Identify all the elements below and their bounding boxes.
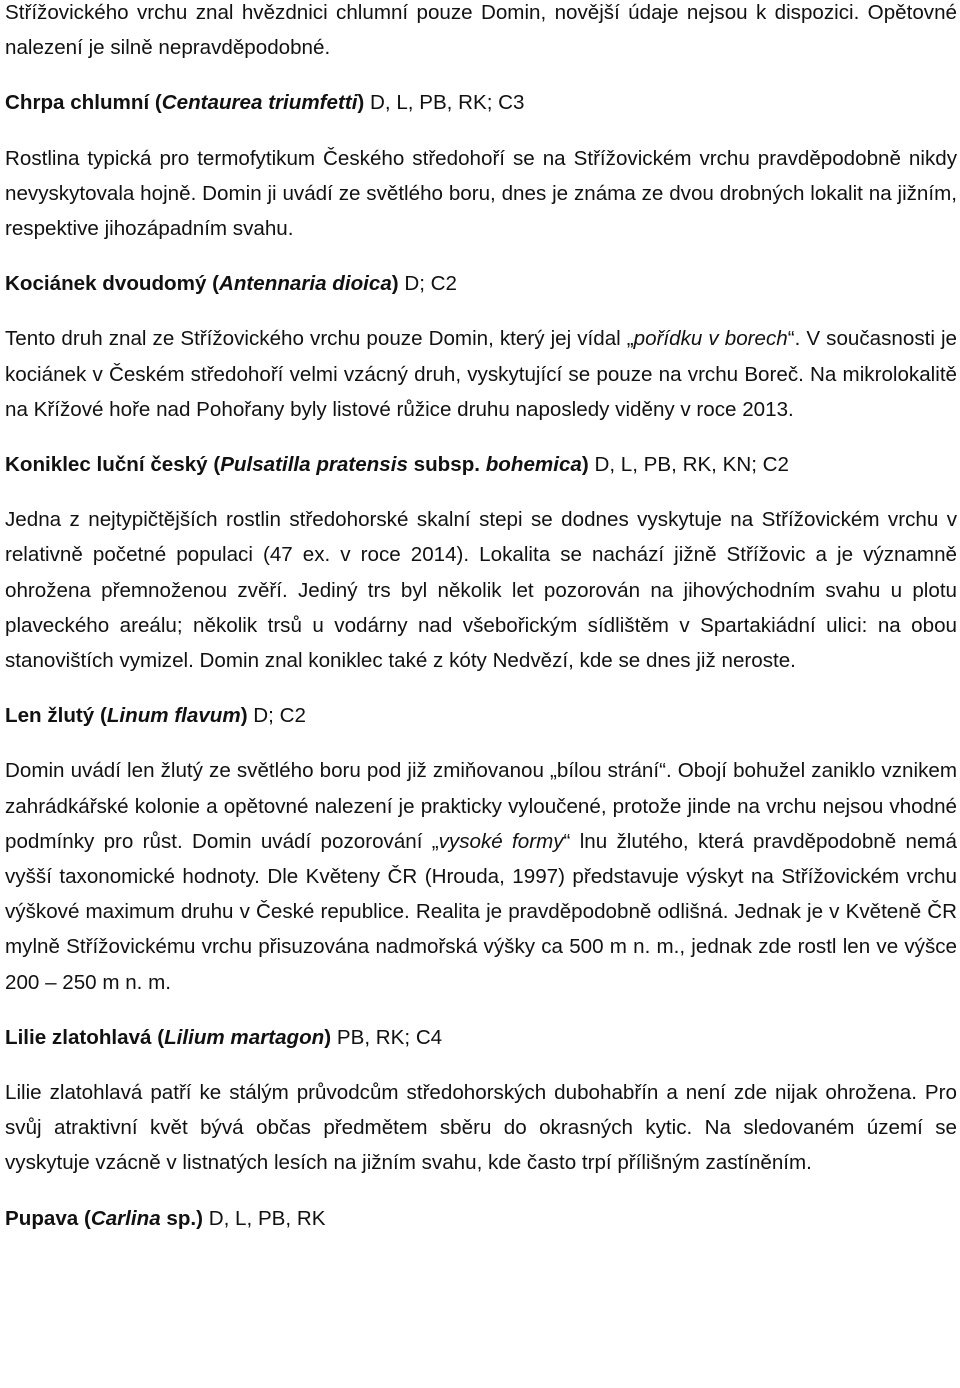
species-heading-pulsatilla — [5, 447, 957, 482]
species-name: Chrpa chlumní ( — [5, 91, 162, 115]
species-text-part: “. V současnosti je kociánek v Českém středohoří velmi vzácný druh, vyskytující se pouze na vrchu Boreč. Na mikrolokalitě na Křížové hoře nad Pohořany byly listové růžice druhu naposledy viděny v roce 2013. — [5, 327, 957, 421]
species-text-part: Domin ji uvádí ze světlého boru, dnes je známa ze dvou drobných lokalit na jižním, respektive jihozápadním svahu. — [5, 181, 957, 241]
species-heading-antennaria — [5, 266, 957, 301]
document-page — [5, 0, 957, 1236]
species-text-italic: vysoké formy — [438, 829, 564, 853]
species-text-lilium: Lilie zlatohlavá patří ke stálým průvodcům středohorských dubohabřín a není zde nijak ohrožena. Pro svůj atraktivní květ bývá občas předmětem sběru do okrasných kytic. Na sledovaném území se vyskytuje vzácně v listnatých lesích na jižním svahu, kde často trpí přílišným zastíněním. — [5, 1081, 957, 1175]
species-latin-name: Pulsatilla pratensis — [220, 453, 408, 477]
species-name: Pupava ( — [5, 1206, 91, 1230]
species-text-part: Domin uvádí len žlutý ze světlého boru pod již zmiňovanou „bílou strání“. Obojí bohužel zaniklo vznikem zahrádkářské kolonie a opětovné nalezení je prakticky vyloučené, protože jinde na vrchu nejsou vhodné podmínky pro růst. Domin uvádí pozorování „ — [5, 759, 957, 853]
species-name-close: ) — [357, 91, 365, 115]
species-text-italic: pořídku v borech — [633, 327, 788, 351]
species-latin-subsp: bohemica — [485, 453, 582, 477]
species-name: Koniklec luční český ( — [5, 453, 221, 477]
species-text-part: Rostlina typická pro termofytikum Českého středohoří se na Střížovickém vrchu pravděpodobně nikdy nevyskytovala hojně. — [5, 146, 957, 205]
species-name-close: ) — [581, 453, 589, 477]
species-sp: sp. — [160, 1206, 197, 1230]
species-text-antennaria — [5, 321, 957, 427]
species-name-close: ) — [196, 1206, 204, 1230]
species-text-part: “ lnu žlutého, která pravděpodobně nemá vyšší taxonomické hodnoty. Dle Květeny ČR (Hrouda, 1997) představuje výskyt na Střížovickém vrchu výškové maximum druhu v České republice. Realita je pravděpodobně odlišná. Jednak je v Květeně ČR mylně Střížovickému vrchu přisuzována nadmořská výšky ca 500 m n. m., jednak zde rostl len ve výšce 200 – 250 m n. m. — [5, 829, 958, 994]
species-codes: D; C2 — [247, 704, 306, 728]
species-name: Len žlutý ( — [5, 704, 107, 728]
species-text-centaurea — [5, 141, 957, 247]
intro-paragraph: Střížovického vrchu znal hvězdnici chlumní pouze Domin, novější údaje nejsou k dispozici. Opětovné nalezení je silně nepravděpodobné. — [5, 1, 957, 60]
species-latin-name: Linum flavum — [106, 704, 241, 728]
species-latin-name: Lilium martagon — [164, 1025, 325, 1049]
species-heading-linum — [5, 698, 957, 733]
species-codes: D, L, PB, RK; C3 — [364, 91, 525, 115]
species-latin-name: Carlina — [90, 1206, 161, 1230]
species-name-close: ) — [240, 704, 248, 728]
species-heading-lilium — [5, 1020, 957, 1055]
species-codes: PB, RK; C4 — [331, 1025, 443, 1049]
species-name-close: ) — [391, 272, 399, 296]
species-name-close: ) — [324, 1025, 332, 1049]
species-heading-carlina — [5, 1201, 957, 1236]
species-latin-name: Antennaria dioica — [218, 272, 392, 296]
species-text-part: Tento druh znal ze Střížovického vrchu pouze Domin, který jej vídal „ — [5, 327, 634, 351]
species-name: Lilie zlatohlavá ( — [5, 1025, 165, 1049]
species-subsp: subsp. — [407, 453, 486, 477]
species-codes: D, L, PB, RK, KN; C2 — [588, 453, 789, 477]
species-name: Kociánek dvoudomý ( — [5, 272, 219, 296]
species-codes: D, L, PB, RK — [203, 1206, 326, 1230]
species-heading-centaurea — [5, 85, 957, 120]
species-latin-name: Centaurea triumfetti — [161, 91, 358, 115]
species-text-linum — [5, 753, 957, 999]
species-codes: D; C2 — [398, 272, 458, 296]
species-text-pulsatilla: Jedna z nejtypičtějších rostlin středohorské skalní stepi se dodnes vyskytuje na Střížovickém vrchu v relativně početné populaci (47 ex. v roce 2014). Lokalita se nachází jižně Střížovic a je významně ohrožena přemnoženou zvěří. Jediný trs byl několik let pozorován na jihovýchodním svahu u plotu plaveckého areálu; několik trsů u vodárny nad všebořickým sídlištěm v Spartakiádní ulici: na obou stanovištích vymizel. Domin znal koniklec také z kóty Nedvězí, kde se dnes již neroste. — [5, 508, 957, 673]
